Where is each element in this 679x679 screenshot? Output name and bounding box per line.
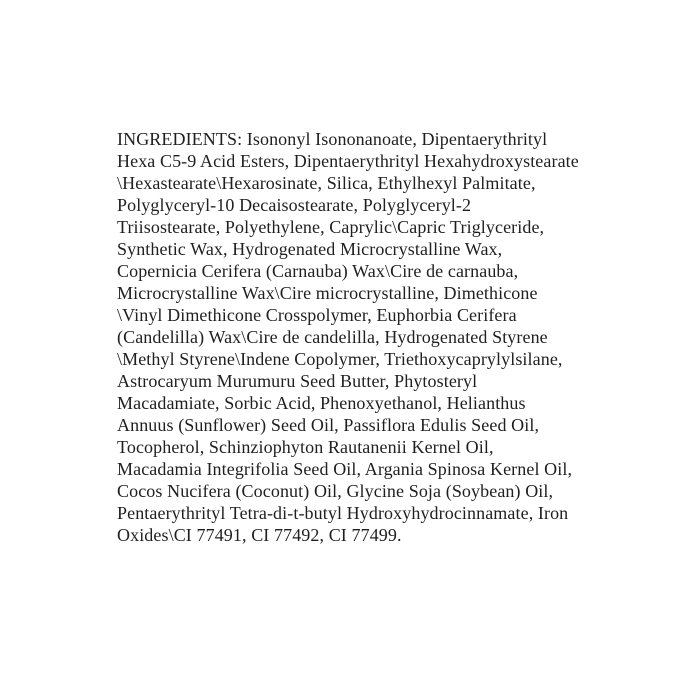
ingredients-line: \Hexastearate\Hexarosinate, Silica, Ethylhexyl Palmitate, bbox=[117, 173, 536, 193]
ingredients-line: Microcrystalline Wax\Cire microcrystalline, Dimethicone bbox=[117, 283, 538, 303]
ingredients-line: Cocos Nucifera (Coconut) Oil, Glycine Soja (Soybean) Oil, bbox=[117, 481, 554, 501]
ingredients-line: Triisostearate, Polyethylene, Caprylic\Capric Triglyceride, bbox=[117, 217, 545, 237]
ingredients-line: Macadamiate, Sorbic Acid, Phenoxyethanol, Helianthus bbox=[117, 393, 526, 413]
ingredients-text-block bbox=[117, 128, 577, 546]
ingredients-line: \Vinyl Dimethicone Crosspolymer, Euphorbia Cerifera bbox=[117, 305, 517, 325]
ingredients-line: Annuus (Sunflower) Seed Oil, Passiflora Edulis Seed Oil, bbox=[117, 415, 540, 435]
ingredients-line: Pentaerythrityl Tetra-di-t-butyl Hydroxyhydrocinnamate, Iron bbox=[117, 503, 569, 523]
ingredients-line: Macadamia Integrifolia Seed Oil, Argania Spinosa Kernel Oil, bbox=[117, 459, 573, 479]
ingredients-line: Synthetic Wax, Hydrogenated Microcrystalline Wax, bbox=[117, 239, 503, 259]
ingredients-line: Copernicia Cerifera (Carnauba) Wax\Cire de carnauba, bbox=[117, 261, 519, 281]
ingredients-line: (Candelilla) Wax\Cire de candelilla, Hydrogenated Styrene bbox=[117, 327, 548, 347]
ingredients-line: Polyglyceryl-10 Decaisostearate, Polyglyceryl-2 bbox=[117, 195, 472, 215]
ingredients-line: Hexa C5-9 Acid Esters, Dipentaerythrityl Hexahydroxystearate bbox=[117, 151, 579, 171]
ingredients-line: \Methyl Styrene\Indene Copolymer, Triethoxycaprylylsilane, bbox=[117, 349, 563, 369]
ingredients-line: Tocopherol, Schinziophyton Rautanenii Kernel Oil, bbox=[117, 437, 494, 457]
ingredients-line: INGREDIENTS: Isononyl Isononanoate, Dipentaerythrityl bbox=[117, 129, 548, 149]
ingredients-line: Astrocaryum Murumuru Seed Butter, Phytosteryl bbox=[117, 371, 478, 391]
ingredients-line: Oxides\CI 77491, CI 77492, CI 77499. bbox=[117, 525, 402, 545]
